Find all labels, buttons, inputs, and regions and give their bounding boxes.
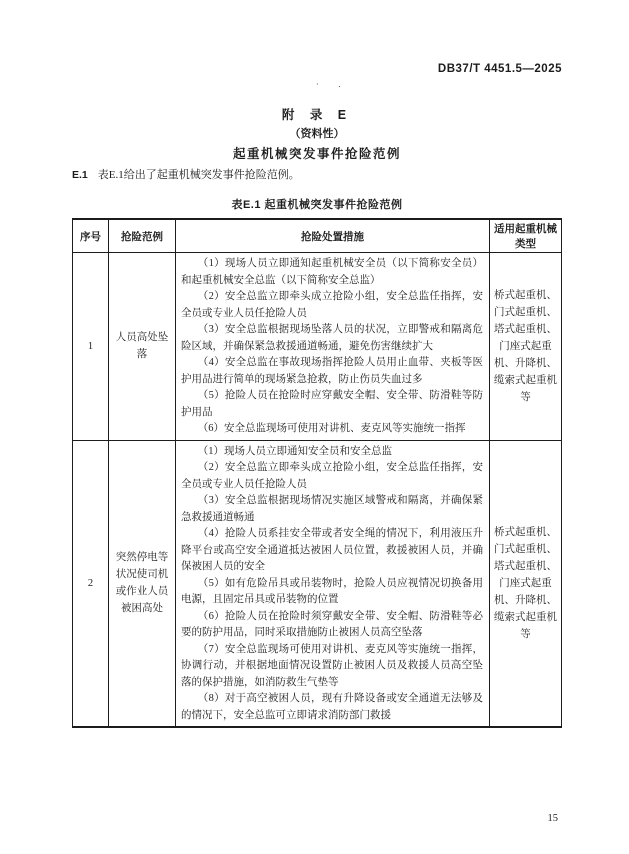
table-row: [73, 253, 562, 441]
appendix-type: （资料性）: [289, 128, 345, 140]
row-seq-number: 2: [73, 440, 109, 727]
measure-item: （2）安全总监立即牵头成立抢险小组，安全总监任指挥，安全员或专业人员任抢险人员: [181, 291, 483, 319]
header-seq: 序号: [73, 219, 109, 253]
applicable-machinery-cell: 桥式起重机、门式起重机、塔式起重机、门座式起重机、升降机、缆索式起重机等: [490, 253, 562, 441]
measure-item: （2）安全总监立即牵头成立抢险小组，安全总监任指挥，安全员或专业人员任抢险人员: [181, 462, 483, 490]
clause-number: E.1: [72, 169, 88, 181]
table-row: [73, 440, 562, 727]
measure-item: （6）安全总监现场可使用对讲机、麦克风等实施统一指挥: [197, 423, 466, 434]
standard-code: DB37/T 4451.5—2025: [437, 63, 562, 75]
measure-item: （4）抢险人员系挂安全带或者安全绳的情况下，利用液压升降平台或高空安全通道抵达被困人员位置，救援被困人员，并确保被困人员的安全: [181, 528, 483, 572]
appendix-name: 起重机械突发事件抢险范例: [232, 147, 401, 161]
scenario-cell: 突然停电等状况使司机或作业人员被困高处: [109, 440, 176, 727]
measure-item: （1）现场人员立即通知安全员和安全总监: [197, 445, 393, 457]
page-number: 15: [547, 813, 558, 824]
measures-cell: [176, 253, 490, 441]
clause-text: 表E.1给出了起重机械突发事件抢险范例。: [97, 169, 300, 181]
clause-e1: [72, 168, 562, 183]
appendix-label: 附 录 E: [281, 108, 353, 122]
measure-item: （7）安全总监现场可使用对讲机、麦克风等实施统一指挥，协调行动，并根据地面情况设置防止被困人员及救援人员高空坠落的保护措施，如消防救生气垫等: [181, 643, 483, 688]
appendix-title-block: [72, 106, 562, 164]
header-scenario: 抢险范例: [109, 219, 176, 253]
measure-item: （6）抢险人员在抢险时须穿戴安全带、安全帽、防滑鞋等必要的防护用品，同时采取措施防止被困人员高空坠落: [181, 610, 483, 638]
measure-item: （4）安全总监在事故现场指挥抢险人员用止血带、夹板等医护用品进行简单的现场紧急抢救，防止伤员失血过多: [181, 357, 483, 385]
rescue-table: [72, 218, 562, 728]
table-header-row: [73, 219, 562, 253]
measure-item: （5）抢险人员在抢险时应穿戴安全帽、安全带、防滑鞋等防护用品: [181, 390, 483, 418]
table-caption: 表E.1 起重机械突发事件抢险范例: [231, 199, 403, 211]
row-seq-number: 1: [73, 253, 109, 441]
measures-cell: [176, 440, 490, 727]
measure-item: （5）如有危险吊具或吊装物时，抢险人员应视情况切换备用电源，且固定吊具或吊装物的位置: [181, 577, 483, 605]
measure-item: （3）安全总监根据现场坠落人员的状况，立即警戒和隔离危险区域，并确保紧急救援通道畅通，避免伤害继续扩大: [181, 324, 483, 352]
measure-item: （8）对于高空被困人员，现有升降设备或安全通道无法够及的情况下，安全总监可立即请求消防部门救援: [181, 693, 483, 721]
applicable-machinery-cell: 桥式起重机、门式起重机、塔式起重机、门座式起重机、升降机、缆索式起重机等: [490, 440, 562, 727]
measure-item: （1）现场人员立即通知起重机械安全员（以下简称安全员）和起重机械安全总监（以下简称安全总监）: [181, 258, 483, 286]
measure-item: （3）安全总监根据现场情况实施区域警戒和隔离，并确保紧急救援通道畅通: [181, 495, 483, 523]
rescue-table-body: [73, 253, 562, 728]
header-measures: 抢险处置措施: [176, 219, 490, 253]
scan-artifact-dots: · .: [316, 80, 350, 89]
header-applicable: 适用起重机械类型: [490, 219, 562, 253]
scenario-cell: 人员高处坠落: [109, 253, 176, 441]
